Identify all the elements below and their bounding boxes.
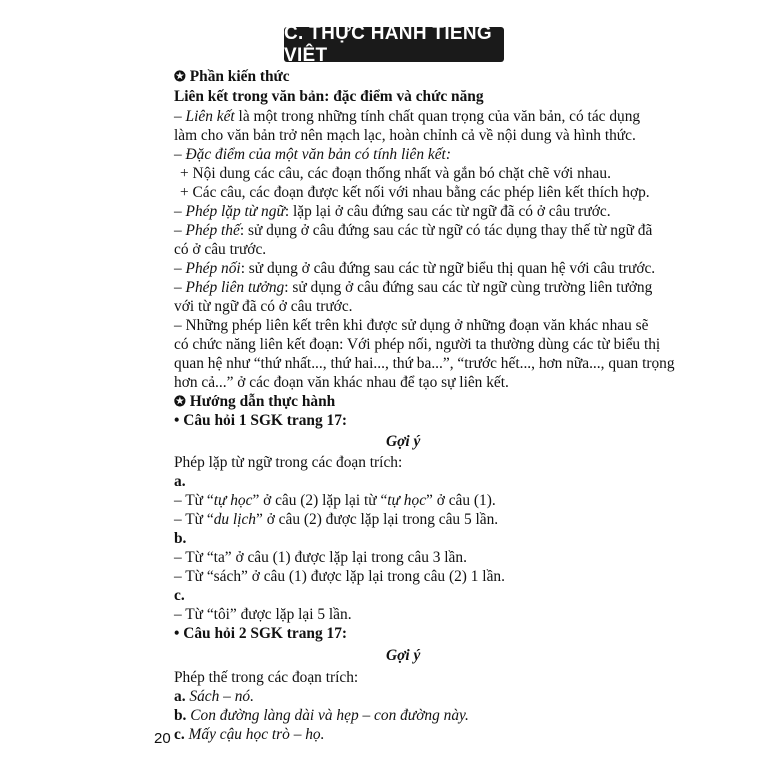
section-heading-practice: ✪ Hướng dẫn thực hành <box>174 393 336 410</box>
q1-intro: Phép lặp từ ngữ trong các đoạn trích: <box>174 454 403 471</box>
bullet-icon: • <box>174 412 180 429</box>
q1-c-label: c. <box>174 587 185 604</box>
bullet-item: + Nội dung các câu, các đoạn thống nhất và gắn bó chặt chẽ với nhau. <box>180 165 611 182</box>
hint-label: Gợi ý <box>386 433 421 450</box>
bullet-item: + Các câu, các đoạn được kết nối với nhau bằng các phép liên kết thích hợp. <box>180 184 650 201</box>
chapter-title-banner <box>284 22 504 66</box>
q2-c-item: c. Mấy cậu học trò – họ. <box>174 726 325 743</box>
q1-c-item: – Từ “tôi” được lặp lại 5 lần. <box>174 606 352 623</box>
paragraph-chuc-nang-cont: có chức năng liên kết đoạn: Với phép nối, người ta thường dùng các từ biểu thị <box>174 336 661 353</box>
paragraph-lien-ket: – Liên kết là một trong những tính chất quan trọng của văn bản, có tác dụng <box>174 108 641 125</box>
q1-b-item: – Từ “sách” ở câu (1) được lặp lại trong câu (2) 1 lần. <box>174 568 505 585</box>
section-subtitle: Liên kết trong văn bản: đặc điểm và chức năng <box>174 88 484 105</box>
section-heading-knowledge: ✪ Phần kiến thức <box>174 68 290 85</box>
q1-a-item: – Từ “du lịch” ở câu (2) được lặp lại trong câu 5 lần. <box>174 511 499 528</box>
paragraph-lien-ket-cont: làm cho văn bản trở nên mạch lạc, hoàn chỉnh cả về nội dung và hình thức. <box>174 127 636 144</box>
star-bullet-icon: ✪ <box>174 395 186 410</box>
hint-label: Gợi ý <box>386 647 421 664</box>
paragraph-chuc-nang: – Những phép liên kết trên khi được sử dụng ở những đoạn văn khác nhau sẽ <box>174 317 649 334</box>
q2-b-item: b. Con đường làng dài và hẹp – con đường này. <box>174 707 469 724</box>
paragraph-phep-lien-tuong: – Phép liên tưởng: sử dụng ở câu đứng sau các từ ngữ cùng trường liên tưởng <box>174 279 653 296</box>
paragraph-phep-lap: – Phép lặp từ ngữ: lặp lại ở câu đứng sau các từ ngữ đã có ở câu trước. <box>174 203 611 220</box>
paragraph-dac-diem: – Đặc điểm của một văn bản có tính liên kết: <box>174 146 451 163</box>
q1-b-label: b. <box>174 530 187 547</box>
page-number: 20 <box>154 730 171 747</box>
paragraph-phep-noi: – Phép nối: sử dụng ở câu đứng sau các từ ngữ biểu thị quan hệ với câu trước. <box>174 260 656 277</box>
bullet-icon: • <box>174 625 180 642</box>
q1-b-item: – Từ “ta” ở câu (1) được lặp lại trong câu 3 lần. <box>174 549 467 566</box>
paragraph-phep-lien-tuong-cont: với từ ngữ đã có ở câu trước. <box>174 298 353 315</box>
paragraph-phep-the-cont: có ở câu trước. <box>174 241 267 258</box>
chapter-title: C. THỰC HÀNH TIẾNG VIỆT <box>284 22 492 66</box>
paragraph-chuc-nang-cont: hơn cả...” ở các đoạn văn khác nhau để tạo sự liên kết. <box>174 374 509 391</box>
q1-a-item: – Từ “tự học” ở câu (2) lặp lại từ “tự học” ở câu (1). <box>174 492 496 509</box>
star-bullet-icon: ✪ <box>174 70 186 85</box>
q2-a-item: a. Sách – nó. <box>174 688 254 705</box>
q1-a-label: a. <box>174 473 186 490</box>
q2-intro: Phép thế trong các đoạn trích: <box>174 669 359 686</box>
paragraph-phep-the: – Phép thế: sử dụng ở câu đứng sau các từ ngữ có tác dụng thay thế từ ngữ đã <box>174 222 653 239</box>
paragraph-chuc-nang-cont: quan hệ như “thứ nhất..., thứ hai..., thứ ba...”, “trước hết..., hơn nữa..., quan trọng <box>174 355 675 372</box>
question-2-heading: • Câu hỏi 2 SGK trang 17: <box>174 625 348 642</box>
question-1-heading: • Câu hỏi 1 SGK trang 17: <box>174 412 348 429</box>
